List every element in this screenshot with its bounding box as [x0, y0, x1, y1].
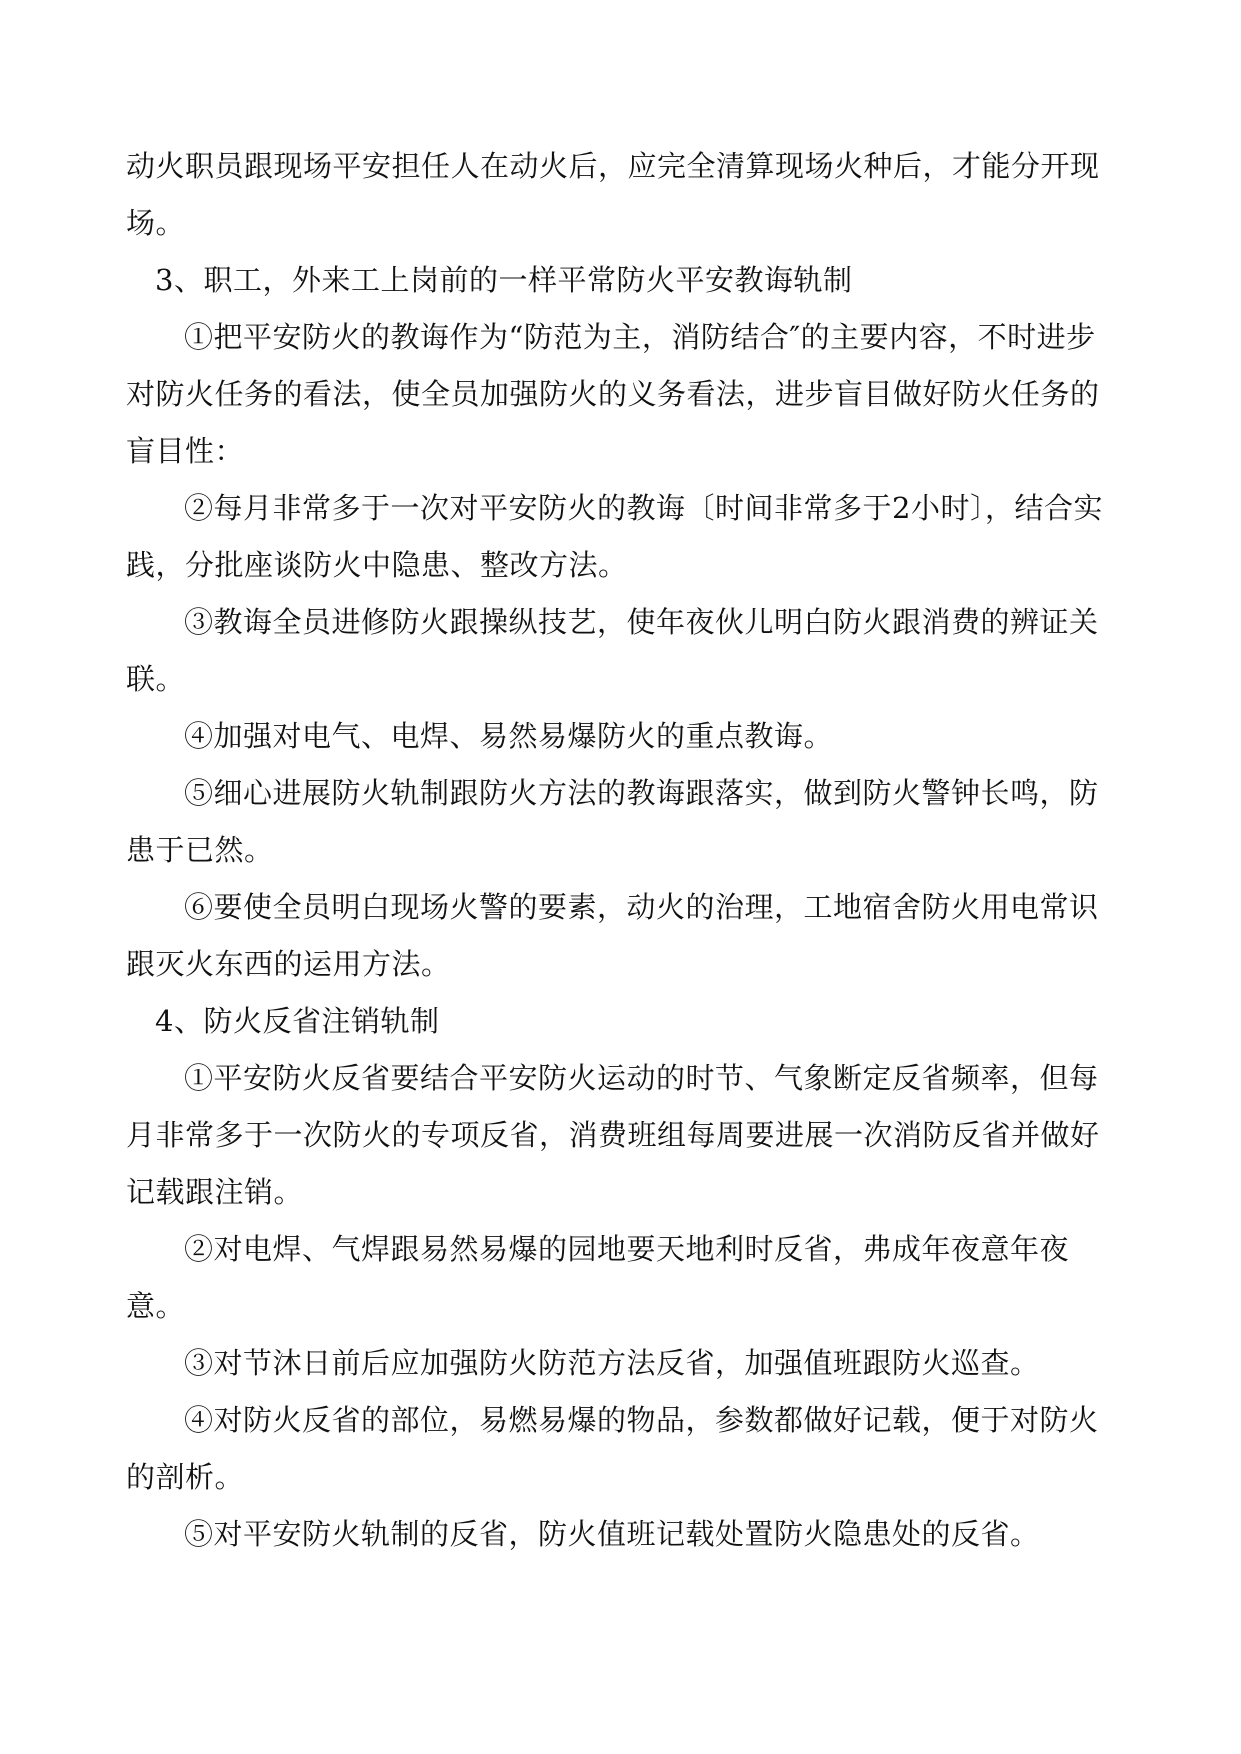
- list-item: ②每月非常多于一次对平安防火的教诲〔时间非常多于2小时〕，结合实践，分批座谈防火中隐患、整改方法。: [126, 491, 1103, 582]
- list-item: ①平安防火反省要结合平安防火运动的时节、气象断定反省频率，但每月非常多于一次防火的专项反省，消费班组每周要进展一次消防反省并做好记载跟注销。: [126, 1061, 1100, 1209]
- paragraph-continuation: 动火职员跟现场平安担任人在动火后，应完全清算现场火种后，才能分开现场。: [126, 149, 1100, 240]
- list-item: ④加强对电气、电焊、易然易爆防火的重点教诲。: [184, 719, 834, 753]
- list-item: ①把平安防火的教诲作为“防范为主，消防结合″的主要内容，不时进步对防火任务的看法，使全员加强防火的义务看法，进步盲目做好防火任务的盲目性：: [126, 320, 1100, 468]
- list-item: ④对防火反省的部位，易燃易爆的物品，参数都做好记载，便于对防火的剖析。: [126, 1403, 1099, 1494]
- list-item: ③对节沐日前后应加强防火防范方法反省，加强值班跟防火巡查。: [184, 1346, 1040, 1380]
- list-item: ②对电焊、气焊跟易然易爆的园地要天地利时反省，弗成年夜意年夜意。: [126, 1232, 1070, 1323]
- section-heading-3: 3、职工，外来工上岗前的一样平常防火平安教诲轨制: [155, 263, 853, 297]
- list-item: ⑥要使全员明白现场火警的要素，动火的治理，工地宿舍防火用电常识跟灭火东西的运用方法。: [126, 890, 1099, 981]
- list-item: ⑤对平安防火轨制的反省，防火值班记载处置防火隐患处的反省。: [184, 1517, 1040, 1551]
- document-body: [126, 138, 1116, 1563]
- section-heading-4: 4、防火反省注销轨制: [155, 1004, 440, 1038]
- list-item: ⑤细心进展防火轨制跟防火方法的教诲跟落实，做到防火警钟长鸣，防患于已然。: [126, 776, 1099, 867]
- list-item: ③教诲全员进修防火跟操纵技艺，使年夜伙儿明白防火跟消费的辨证关联。: [126, 605, 1099, 696]
